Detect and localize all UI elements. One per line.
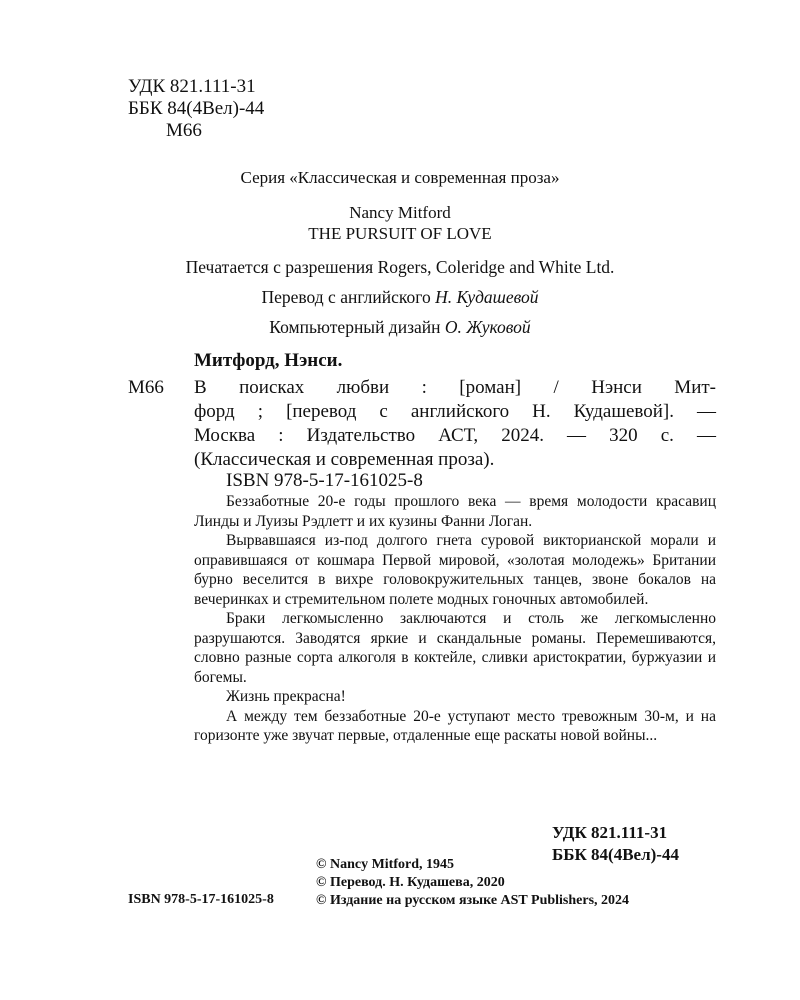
udk-code-right: УДК 821.111-31: [552, 823, 668, 842]
entry-isbn: ISBN 978-5-17-161025-8: [226, 470, 423, 491]
annotation-paragraph: Беззаботные 20-е годы прошлого века — время молодости красавиц Линды и Луизы Рэдлетт и их кузины Фанни Логан.: [194, 493, 716, 530]
permission-line: Печатается с разрешения Rogers, Coleridge and White Ltd.: [185, 257, 615, 277]
copyright-line: © Перевод. Н. Кудашева, 2020: [316, 875, 505, 890]
entry-author-mark: М66: [128, 377, 164, 398]
entry-line: (Классическая и современная проза).: [194, 449, 495, 470]
design-line: [100, 317, 700, 338]
original-author: Nancy Mitford: [349, 203, 451, 222]
credits-block: [100, 168, 700, 338]
design-prefix: Компьютерный дизайн: [269, 317, 441, 337]
translator-name: Н. Кудашевой: [435, 287, 539, 307]
annotation-paragraph: Жизнь прекрасна!: [226, 688, 346, 705]
copyright-isbn: ISBN 978-5-17-161025-8: [128, 892, 274, 907]
copyright-line: © Nancy Mitford, 1945: [316, 857, 454, 872]
author-mark: М66: [166, 120, 202, 141]
series-line: Серия «Классическая и современная проза»: [240, 168, 560, 187]
udk-code: УДК 821.111-31: [128, 76, 256, 97]
annotation-paragraph: Вырвавшаяся из-под долгого гнета суровой викторианской морали и оправившаяся от кошмара Первой мировой, «золотая молодежь» Британии бурно веселится в вихре головокружительных танцев, звоне бокалов на вечеринках и стремительном полете модных гоночных автомобилей.: [194, 532, 716, 608]
entry-heading: Митфорд, Нэнси.: [194, 350, 343, 371]
entry-line: В поисках любви : [роман] / Нэнси Мит-: [194, 377, 716, 398]
entry-description: [194, 376, 716, 472]
translation-prefix: Перевод с английского: [261, 287, 431, 307]
entry-line: форд ; [перевод с английского Н. Кудашевой]. —: [194, 401, 716, 422]
entry-line: Москва : Издательство АСТ, 2024. — 320 с. —: [194, 425, 716, 446]
original-title: THE PURSUIT OF LOVE: [308, 224, 492, 243]
designer-name: О. Жуковой: [444, 317, 531, 337]
copyright-block: [316, 856, 629, 910]
classification-codes: [128, 76, 264, 142]
bbk-code: ББК 84(4Вел)-44: [128, 98, 265, 119]
translation-line: [100, 287, 700, 308]
annotation-paragraph: Браки легкомысленно заключаются и столь же легкомысленно разрушаются. Заводятся яркие и скандальные романы. Перемешиваются, словно разные сорта алкоголя в коктейле, сливки аристократии, буржуазии и богемы.: [194, 610, 716, 686]
annotation-paragraph: А между тем беззаботные 20-е уступают место тревожным 30-м, и на горизонте уже звучат первые, отдаленные еще раскаты новой войны...: [194, 707, 716, 744]
annotation: [194, 492, 716, 746]
bbk-code-right: ББК 84(4Вел)-44: [552, 845, 679, 864]
copyright-line: © Издание на русском языке AST Publishers, 2024: [316, 893, 630, 908]
